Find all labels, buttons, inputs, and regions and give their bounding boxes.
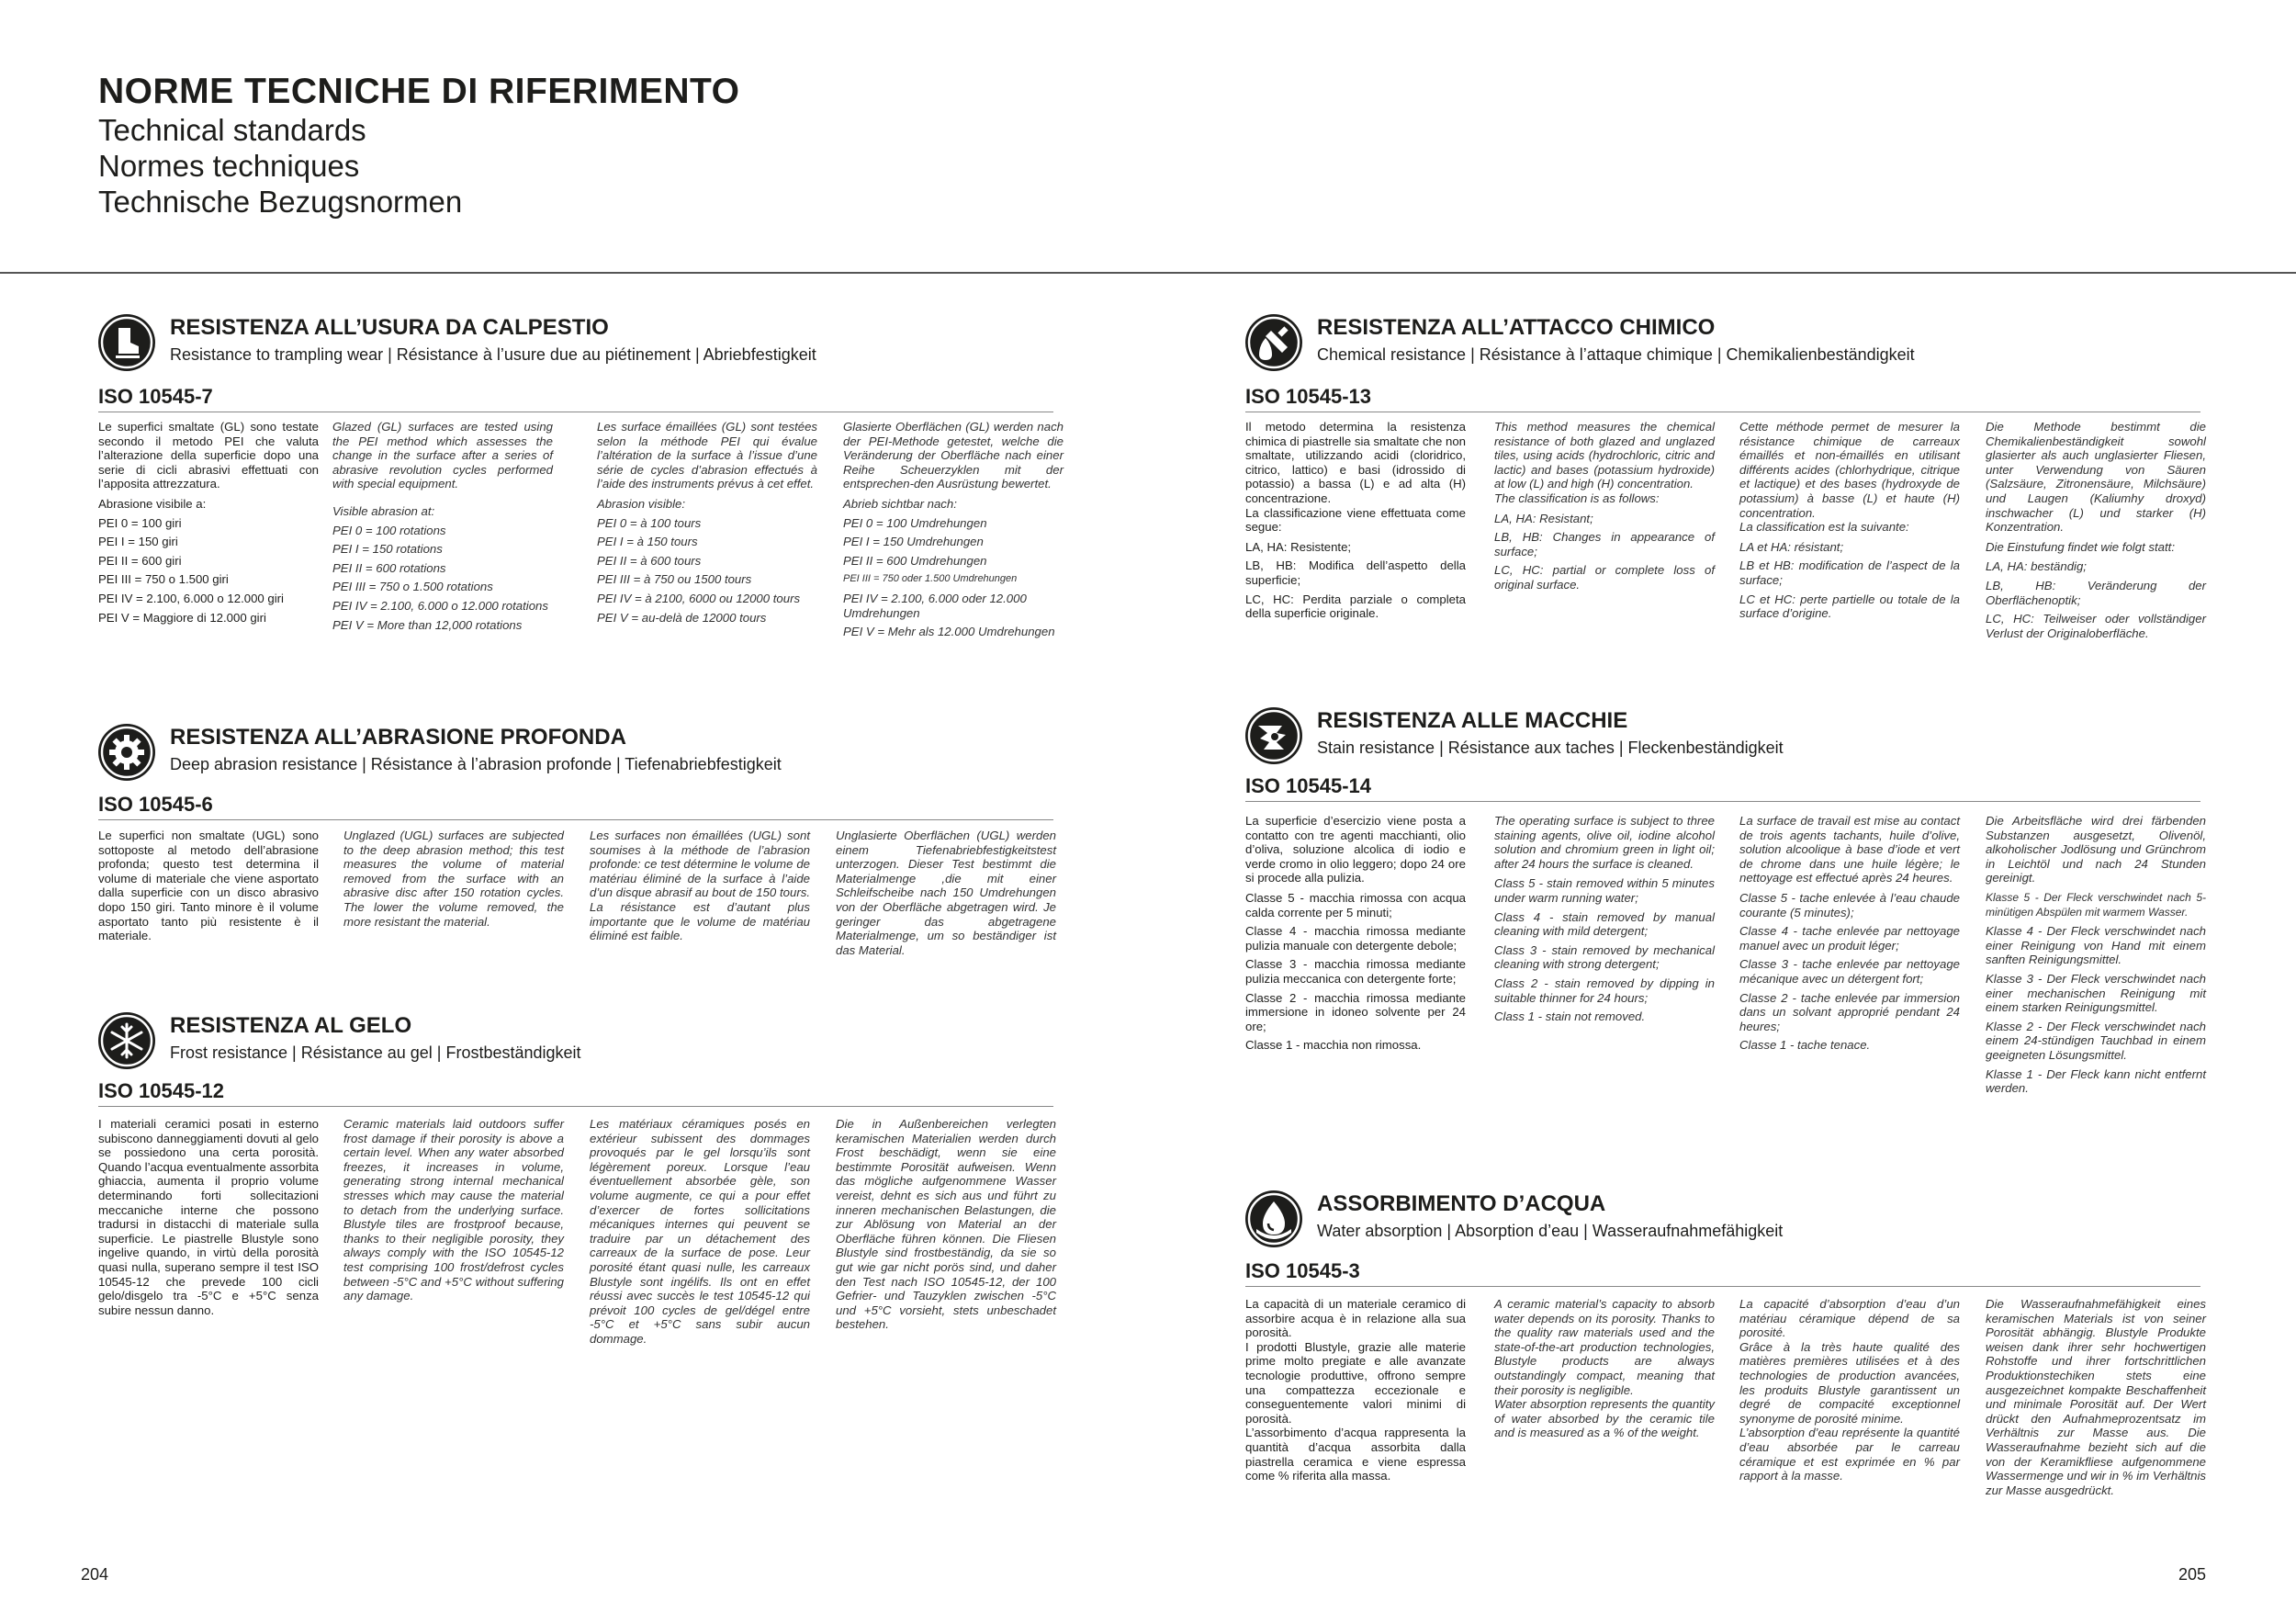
list-item: PEI II = 600 rotations xyxy=(332,560,446,575)
column-en: A ceramic material’s capacity to absorb water depends on its porosity. Thanks to the quality raw materials used and the state-of-the-art production technologies, Blustyle products are always outstandingly compact, meaning that their porosity is negligible. Water absorption represents the quantity of water absorbed by the ceramic tile and is measured as a % of the weight. xyxy=(1494,1297,1715,1440)
subtitle-fr: Normes techniques xyxy=(98,149,360,183)
column-fr: Les surfaces non émaillées (UGL) sont soumises à la méthode de l’abrasion profonde: ce test détermine le volume de matériau éliminé de la surface à l’aide d’un disque abrasif au bout de 150 tours. La résistance est d’autant plus importante que le volume de matériau éliminé est faible. xyxy=(590,829,810,943)
list-item: Classe 1 - tache tenace. xyxy=(1739,1038,1871,1053)
list-item: Classe 2 - macchia rimossa mediante immersione in idoneo solvente per 24 ore; xyxy=(1245,990,1466,1033)
section-stain xyxy=(1245,707,2206,1185)
column-it xyxy=(1245,814,1466,1057)
list-item: PEI III = à 750 ou 1500 tours xyxy=(597,572,752,587)
header-divider xyxy=(0,272,2296,274)
column-it: I materiali ceramici posati in esterno subiscono danneggiamenti dovuti al gelo se possiedono una certa porosità. Quando l’acqua eventualmente assorbita ghiaccia, aumenta il proprio volume determinando forti sollecitazioni meccaniche interne che possono tradursi in distacchi di materiale sulla superficie. Le piastrelle Blustyle sono ingelive quando, in virtù della porosità quasi nulla, superano sempre il test ISO 10545-12 che prevede 100 cicli gelo/disgelo tra -5°C e +5°C senza subire nessun danno. xyxy=(98,1117,319,1317)
list-item: LB, HB: Veränderung der Oberflächenoptik; xyxy=(1986,578,2206,607)
list-item: LB, HB: Changes in appearance of surface; xyxy=(1494,530,1715,558)
list-item: Klasse 1 - Der Fleck kann nicht entfernt werden. xyxy=(1986,1066,2206,1096)
list-item: LA et HA: résistant; xyxy=(1739,539,1844,554)
list-item: PEI IV = à 2100, 6000 ou 12000 tours xyxy=(597,591,801,605)
body-text: Die Arbeitsfläche wird drei färbenden Substanzen ausgesetzt, Olivenöl, alkoholischer Jodlösung und Grünchrom in Leichtöl und nach 24 Stunden gereinigt. xyxy=(1986,814,2206,885)
subtitle-de: Technische Bezugsnormen xyxy=(98,185,463,219)
list-item: PEI I = 150 rotations xyxy=(332,542,443,557)
list-item: LA, HA: Resistente; xyxy=(1245,539,1352,554)
column-fr: La capacité d’absorption d’eau d’un matériau céramique dépend de sa porosité. Grâce à la très haute qualité des matières premières utilisées et à des technologies de production avancées, les produits Blustyle garantissent un degré de compacité exceptionnel synonyme de porosité minime. L’absorption d’eau représente la quantité d’eau absorbée par le carreau céramique et est exprimée en % par rapport à la masse. xyxy=(1739,1297,1960,1483)
list-item: LC et HC: perte partielle ou totale de la surface d’origine. xyxy=(1739,592,1960,621)
list-item: LC, HC: partial or complete loss of original surface. xyxy=(1494,563,1715,592)
section-title: RESISTENZA ALL’ABRASIONE PROFONDA xyxy=(170,725,626,750)
section-subtitle: Deep abrasion resistance | Résistance à l’abrasion profonde | Tiefenabriebfestigkeit xyxy=(170,755,782,773)
section-chemical xyxy=(1245,314,2206,682)
list-item: LC, HC: Perdita parziale o completa della superficie originale. xyxy=(1245,592,1466,621)
list-label: Abrasion visible: xyxy=(597,496,686,511)
iso-divider xyxy=(1245,801,2200,802)
section-subtitle: Resistance to trampling wear | Résistance à l’usure due au piétinement | Abriebfestigkeit xyxy=(170,345,816,364)
list-item: Klasse 4 - Der Fleck verschwindet nach einer Reinigung von Hand mit einem sanften Reinigungsmittel. xyxy=(1986,924,2206,967)
section-title: RESISTENZA ALL’ATTACCO CHIMICO xyxy=(1317,315,1716,340)
list-item: Classe 3 - tache enlevée par nettoyage mécanique avec un détergent fort; xyxy=(1739,957,1960,986)
list-item: Class 5 - stain removed within 5 minutes under warm running water; xyxy=(1494,876,1715,905)
list-item: PEI 0 = 100 giri xyxy=(98,515,182,530)
list-item: Klasse 3 - Der Fleck verschwindet nach einer mechanischen Reinigung mit einem starken Reinigungsmittel. xyxy=(1986,971,2206,1015)
list-item: Class 4 - stain removed by manual cleaning with mild detergent; xyxy=(1494,909,1715,939)
list-label: Abrieb sichtbar nach: xyxy=(843,496,957,511)
list-item: Classe 5 - macchia rimossa con acqua calda corrente per 5 minuti; xyxy=(1245,890,1466,919)
list-item: PEI IV = 2.100, 6.000 oder 12.000 Umdrehungen xyxy=(843,591,1027,620)
list-item: PEI IV = 2.100, 6.000 o 12.000 giri xyxy=(98,591,284,605)
list-item: PEI 0 = à 100 tours xyxy=(597,515,702,530)
list-item: PEI IV = 2.100, 6.000 o 12.000 rotations xyxy=(332,598,548,613)
page-title: NORME TECNICHE DI RIFERIMENTO xyxy=(98,72,740,111)
column-de: Die in Außenbereichen verlegten keramischen Materialien werden durch Frost beschädigt, wenn sie eine bestimmte Porosität aufweisen. Wenn das mögliche aufgenommene Wasser vereist, dehnt es sich aus und führt zu inneren mechanischen Belastungen, die zur Ablösung von Material an der Oberfläche führen können. Die Fliesen Blustyle sind frostbeständig, da sie so gut wie gar nicht porös sind, und daher den Test nach ISO 10545-12, der 100 Gefrier- und Tauzyklen zwischen -5°C und +5°C vorsieht, stets unbeschadet bestehen. xyxy=(836,1117,1056,1332)
body-text: The classification is as follows: xyxy=(1494,491,1660,505)
column-fr xyxy=(1739,420,1960,626)
section-frost xyxy=(98,1012,1056,1380)
body-text: Cette méthode permet de mesurer la résistance chimique de carreaux émaillés et non-émaillés en utilisant différents acides (chlorhydrique, citrique et lactique) et des bases (hydroxyde de potassium) à basse (L) et haute (H) concentration. xyxy=(1739,420,1960,520)
iso-standard: ISO 10545-6 xyxy=(98,793,213,816)
body-text: Les surface émaillées (GL) sont testées selon la méthode PEI qui évalue l’altération de la surface à l’issue d’une série de cycles d’abrasion effectués à l’aide des instruments prévus à cet effet. xyxy=(597,420,817,491)
list-item: LC, HC: Teilweiser oder vollständiger Verlust der Originaloberfläche. xyxy=(1986,612,2206,640)
column-fr xyxy=(1739,814,1960,1057)
list-item: PEI III = 750 o 1.500 rotations xyxy=(332,580,493,594)
list-item: PEI II = 600 Umdrehungen xyxy=(843,553,987,568)
list-item: Classe 4 - tache enlevée par nettoyage manuel avec un produit léger; xyxy=(1739,924,1960,953)
section-title: RESISTENZA ALL’USURA DA CALPESTIO xyxy=(170,315,609,340)
list-item: LA, HA: beständig; xyxy=(1986,559,2087,574)
list-item: PEI I = 150 Umdrehungen xyxy=(843,535,984,549)
column-de: Unglasierte Oberflächen (UGL) werden einem Tiefenabriebfestigkeitstest unterzogen. Dieser Test bestimmt die Materialmenge ,die mit einer Schleifscheibe nach 150 Umdrehungen von der Oberfläche abgetragen wird. Je geringer das abgetragene Materialmenge, um so beständiger ist das Material. xyxy=(836,829,1056,957)
section-title: RESISTENZA AL GELO xyxy=(170,1013,412,1038)
body-text: La classificazione viene effettuata come segue: xyxy=(1245,505,1466,535)
page-number-right: 205 xyxy=(2178,1565,2207,1584)
list-item: LB, HB: Modifica dell’aspetto della superficie; xyxy=(1245,558,1466,587)
list-item: PEI II = à 600 tours xyxy=(597,553,702,568)
list-item: PEI I = 150 giri xyxy=(98,535,178,549)
iso-standard: ISO 10545-3 xyxy=(1245,1259,1360,1282)
list-item: PEI I = à 150 tours xyxy=(597,535,698,549)
column-en xyxy=(1494,420,1715,597)
page-number-left: 204 xyxy=(81,1565,109,1584)
column-it: La capacità di un materiale ceramico di assorbire acqua è in relazione alla sua porosità. I prodotti Blustyle, grazie alle materie prime molto pregiate e alle avanzate tecnologie produttive, offrono sempre una compattezza eccezionale e conseguentemente valori minimi di porosità. L’assorbimento d’acqua rappresenta la quantità d’acqua assorbita dalla piastrella ceramica e viene espressa come % riferita alla massa. xyxy=(1245,1297,1466,1483)
list-item: PEI V = Mehr als 12.000 Umdrehungen xyxy=(843,625,1055,639)
chemical-drop-icon xyxy=(1245,314,1302,371)
list-item: PEI V = au-delà de 12000 tours xyxy=(597,610,767,625)
section-trampling xyxy=(98,314,1064,682)
list-item: Classe 4 - macchia rimossa mediante pulizia manuale con detergente debole; xyxy=(1245,924,1466,953)
boot-icon xyxy=(98,314,155,371)
list-label: Abrasione visibile a: xyxy=(98,496,207,511)
column-en xyxy=(332,420,553,637)
iso-standard: ISO 10545-7 xyxy=(98,385,213,408)
list-item: PEI V = Maggiore di 12.000 giri xyxy=(98,610,266,625)
iso-standard: ISO 10545-13 xyxy=(1245,385,1371,408)
column-it xyxy=(98,420,319,629)
body-text: La superficie d’esercizio viene posta a contatto con tre agenti macchianti, olio d’oliva, soluzione alcolica di iodio e verde cromo in olio leggero; dopo 24 ore si procede alla pulizia. xyxy=(1245,814,1466,885)
column-en: Unglazed (UGL) surfaces are subjected to the deep abrasion method; this test measures the volume of material removed from the surface with an abrasive disc after 150 rotation cycles. The lower the volume removed, the more resistant the material. xyxy=(343,829,564,929)
iso-divider xyxy=(1245,1286,2200,1287)
body-text: La classification est la suivante: xyxy=(1739,520,1909,535)
list-item: PEI 0 = 100 rotations xyxy=(332,523,446,537)
list-item: Classe 2 - tache enlevée par immersion dans un solvant approprié pendant 24 heures; xyxy=(1739,990,1960,1033)
column-de xyxy=(1986,420,2206,645)
list-label: Visible abrasion at: xyxy=(332,503,435,518)
list-item: Classe 5 - tache enlevée à l’eau chaude courante (5 minutes); xyxy=(1739,890,1960,919)
list-item: LB et HB: modification de l’aspect de la surface; xyxy=(1739,558,1960,587)
body-text: Le superfici smaltate (GL) sono testate secondo il metodo PEI che valuta l’alterazione della superficie dopo una serie di cicli abrasivi effettuati con l’apposita attrezzatura. xyxy=(98,420,319,491)
list-item: Classe 1 - macchia non rimossa. xyxy=(1245,1038,1422,1053)
gear-icon xyxy=(98,724,155,781)
column-fr xyxy=(597,420,817,629)
column-de xyxy=(1986,814,2206,1100)
column-fr: Les matériaux céramiques posés en extérieur subissent des dommages provoqués par le gel lorsqu’ils sont légèrement poreux. Lorsque l’eau éventuellement absorbée gèle, son volume augmente, ce qui a pour effet d’exercer de fortes sollicitations mécaniques internes qui peuvent se traduire par un détachement des carreaux de la surface de pose. Leur porosité étant quasi nulle, les carreaux Blustyle sont ingélifs. Ils ont en effet réussi avec succès le test 10545-12 qui prévoit 100 cycles de gel/dégel entre -5°C et +5°C sans subir aucun dommage. xyxy=(590,1117,810,1346)
body-text: Die Methode bestimmt die Chemikalienbeständigkeit sowohl glasierter als auch unglasierter Fliesen, unter Verwendung von Säuren (Salzsäure, Zitronensäure, Milchsäure) und Laugen (Kaliumhy droxyd) inschwacher (L) und starker (H) Konzentration. xyxy=(1986,420,2206,535)
body-text: The operating surface is subject to three staining agents, olive oil, iodine alcohol solution and chromium green in light oil; after 24 hours the surface is cleaned. xyxy=(1494,814,1715,871)
iso-divider xyxy=(98,819,1053,820)
list-item: PEI V = More than 12,000 rotations xyxy=(332,617,523,632)
body-text: This method measures the chemical resistance of both glazed and unglazed tiles, using acids (hydrochloric, citric and lactic) and bases (potassium hydroxide) at low (L) and high (H) concentration. xyxy=(1494,420,1715,491)
column-it: Le superfici non smaltate (UGL) sono sottoposte al metodo dell’abrasione profonda; questo test determina il volume di materiale che viene asportato dalla superficie con un disco abrasivo dopo 150 giri. Tanto minore è il volume asportato tanto più resistente è il materiale. xyxy=(98,829,319,943)
list-item: LA, HA: Resistant; xyxy=(1494,511,1593,525)
list-item: PEI III = 750 o 1.500 giri xyxy=(98,572,229,587)
column-de xyxy=(843,420,1064,644)
section-deep-abrasion xyxy=(98,724,1056,981)
section-subtitle: Frost resistance | Résistance au gel | Frostbeständigkeit xyxy=(170,1043,581,1062)
list-item: Class 1 - stain not removed. xyxy=(1494,1009,1646,1024)
column-it xyxy=(1245,420,1466,626)
list-item: PEI II = 600 giri xyxy=(98,553,182,568)
section-subtitle: Chemical resistance | Résistance à l’attaque chimique | Chemikalienbeständigkeit xyxy=(1317,345,1915,364)
list-item: Class 3 - stain removed by mechanical cleaning with strong detergent; xyxy=(1494,942,1715,972)
iso-standard: ISO 10545-12 xyxy=(98,1079,224,1102)
list-item: Classe 3 - macchia rimossa mediante pulizia meccanica con detergente forte; xyxy=(1245,957,1466,986)
iso-divider xyxy=(98,1106,1053,1107)
section-subtitle: Water absorption | Absorption d’eau | Wasseraufnahmefähigkeit xyxy=(1317,1222,1784,1240)
snowflake-icon xyxy=(98,1012,155,1069)
list-item: Klasse 5 - Der Fleck verschwindet nach 5-minütigen Abspülen mit warmem Wasser. xyxy=(1986,890,2206,919)
list-item: Class 2 - stain removed by dipping in suitable thinner for 24 hours; xyxy=(1494,976,1715,1005)
iso-standard: ISO 10545-14 xyxy=(1245,774,1371,797)
body-text: La surface de travail est mise au contact de trois agents tachants, huile d’olive, solution alcoolique à base d’iode et vert de chrome dans une huile légère; le nettoyage est effectué après 24 heures. xyxy=(1739,814,1960,885)
section-subtitle: Stain resistance | Résistance aux taches | Fleckenbeständigkeit xyxy=(1317,739,1784,757)
body-text: Glasierte Oberflächen (GL) werden nach der PEI-Methode getestet, welche die Veränderung der Oberfläche nach einer Reihe Scheuerzyklen mit der entsprechen-den Ausrüstung bewertet. xyxy=(843,420,1064,491)
body-text: Il metodo determina la resistenza chimica di piastrelle sia smaltate che non smaltate, utilizzando acidi (cloridrico, citrico, lattico) e basi (idrossido di potassio) a bassa (L) e ad alta (H) concentrazione. xyxy=(1245,420,1466,505)
list-item: Klasse 2 - Der Fleck verschwindet nach einem 24-stündigen Tauchbad in einem geeigneten Lösungsmittel. xyxy=(1986,1019,2206,1062)
body-text: Glazed (GL) surfaces are tested using the PEI method which assesses the change in the surface after a series of abrasive revolution cycles performed with special equipment. xyxy=(332,420,553,491)
subtitle-en: Technical standards xyxy=(98,113,366,147)
body-text: Die Einstufung findet wie folgt statt: xyxy=(1986,539,2175,554)
column-en xyxy=(1494,814,1715,1029)
section-water xyxy=(1245,1190,2206,1558)
section-title: ASSORBIMENTO D’ACQUA xyxy=(1317,1191,1606,1216)
column-en: Ceramic materials laid outdoors suffer frost damage if their porosity is above a certain level. When any water absorbed freezes, it increases in volume, generating strong internal mechanical stresses which may cause the material to detach from the underlying surface. Blustyle tiles are frostproof because, thanks to their negligible porosity, they always comply with the ISO 10545-12 test comprising 100 frost/defrost cycles between -5°C and +5°C without suffering any damage. xyxy=(343,1117,564,1303)
section-title: RESISTENZA ALLE MACCHIE xyxy=(1317,708,1628,733)
list-item: PEI III = 750 oder 1.500 Umdrehungen xyxy=(843,573,1018,585)
water-drop-icon xyxy=(1245,1190,1302,1247)
list-item: PEI 0 = 100 Umdrehungen xyxy=(843,515,987,530)
stain-icon xyxy=(1245,707,1302,764)
column-de: Die Wasseraufnahmefähigkeit eines keramischen Materials ist von seiner Porosität abhängig. Blustyle Produkte weisen dank ihrer sehr hochwertigen Rohstoffe und ihrer fortschrittlichen Produktionstechiken stets eine ausgezeichnet kompakte Beschaffenheit und minimale Porosität auf. Der Wert drückt den Aufnahmeprozentsatz im Verhältnis zur Masse aus. Die Wasseraufnahme bezieht sich auf die von der Keramikfliese aufgenommene Wassermenge und wir in % im Verhältnis zur Masse ausgedrückt. xyxy=(1986,1297,2206,1497)
